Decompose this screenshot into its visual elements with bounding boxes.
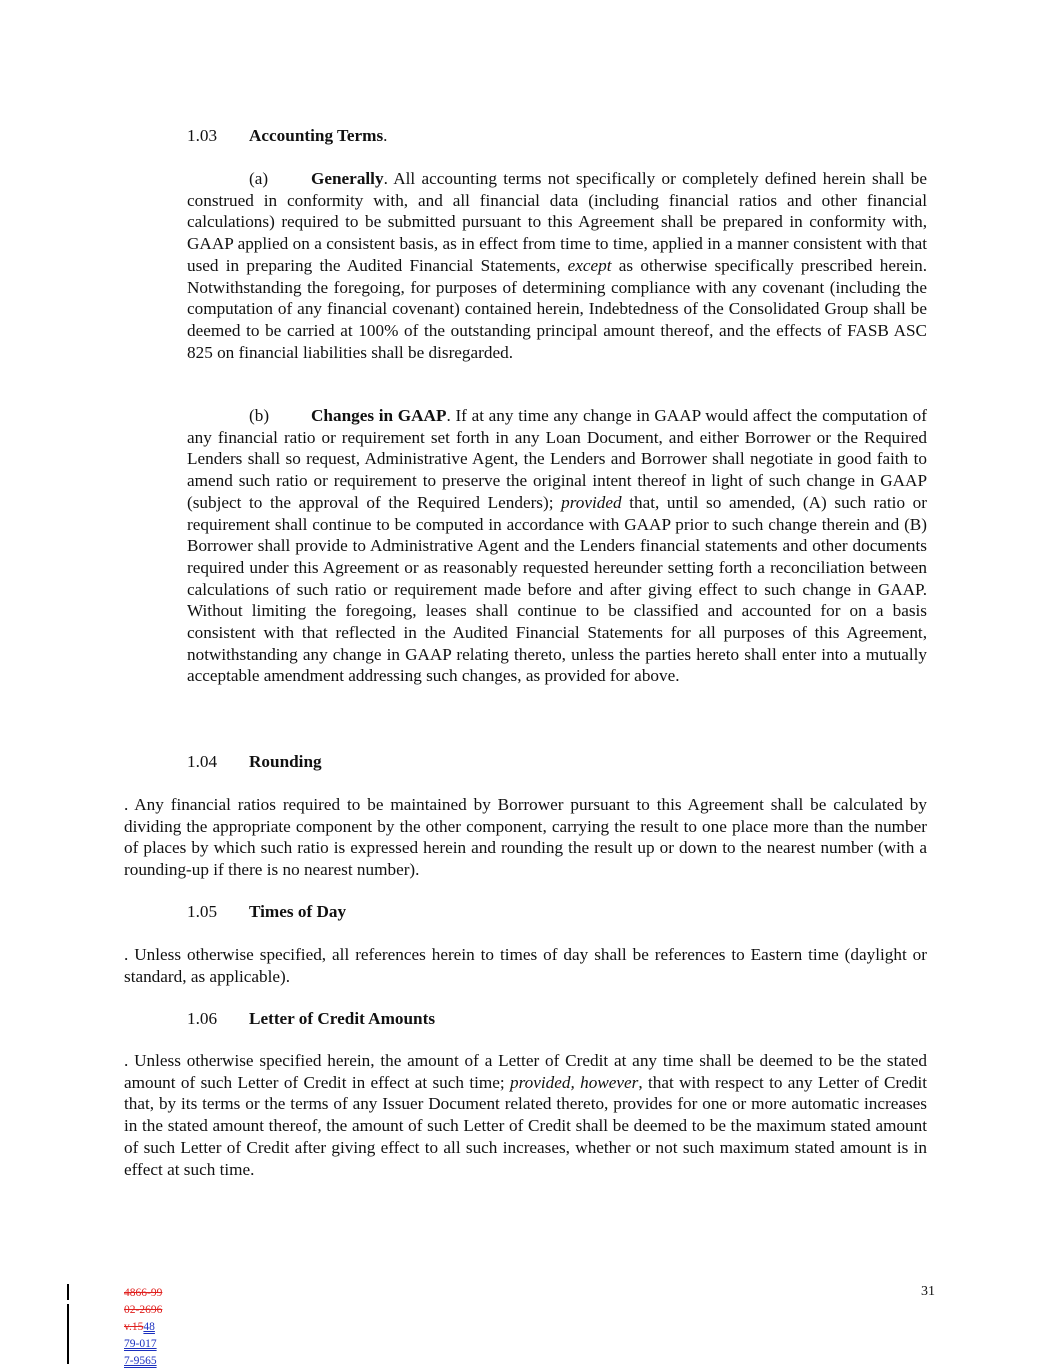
subsection-label: (a) [249,169,269,188]
emphasis-text: provided [561,492,622,512]
inserted-doc-id-line: 79-017 [124,1338,157,1350]
section-number: 1.06 [187,1009,218,1028]
section-1-03-heading [187,125,387,147]
paragraph-text: , that with respect to any Letter of Credit that, by its terms or the terms of any Issuer Document related thereto, provides for one or more automatic increases in the stated amount thereof, the amount of such Letter of Credit shall be deemed to be the maximum stated amount of such Letter of Credit after giving effect to all such increases, whether or not such maximum stated amount is in effect at such time. [124,1072,927,1179]
paragraph-text: . If at any time any change in GAAP would affect the computation of any financial ratio or requirement set forth in any Loan Document, and either Borrower or the Required Lenders shall so request, Administrative Agent, the Lenders and Borrower shall negotiate in good faith to amend such ratio or requirement to preserve the original intent thereof in light of such change in GAAP (subject to the approval of the Required Lenders); [187,406,927,512]
paragraph-1-05 [124,944,927,987]
emphasis-text: except [567,255,612,275]
paragraph-1-03-a [187,168,927,363]
paragraph-1-03-b [187,405,927,687]
section-title: Letter of Credit Amounts [249,1009,436,1028]
deleted-doc-id-line: 02-2696 [124,1304,163,1316]
paragraph-text: that, until so amended, (A) such ratio or requirement shall continue to be computed in accordance with GAAP prior to such change therein and (B) Borrower shall provide to Administrative Agent and the Lenders financial statements and other documents required under this Agreement or as reasonably requested hereunder setting forth a reconciliation between calculations of such ratio or requirement made before and after giving effect to such change in GAAP. Without limiting the foregoing, leases shall continue to be classified and accounted for on a basis consistent with that reflected in the Audited Financial Statements for all purposes of this Agreement, notwithstanding any change in GAAP relating thereto, unless the parties hereto shall enter into a mutually acceptable amendment addressing such changes, as provided for above. [187,492,927,686]
change-bar [67,1304,69,1364]
section-title: Accounting Terms [249,126,384,145]
section-1-06-heading [187,1008,435,1030]
change-bar [67,1284,69,1300]
paragraph-text: . Unless otherwise specified herein, the amount of a Letter of Credit at any time shall be deemed to be the stated amount of such Letter of Credit in effect at such time; [124,1051,927,1092]
subsection-label: (b) [249,406,270,425]
inserted-version: 48 [143,1321,155,1333]
deleted-doc-id-line: 4866-99 [124,1287,163,1299]
mixed-doc-id-line [124,1319,162,1336]
section-number: 1.05 [187,902,218,921]
section-title: Times of Day [249,902,347,921]
paragraph-text: . Any financial ratios required to be maintained by Borrower pursuant to this Agreement shall be calculated by dividing the appropriate component by the other component, carrying the result to one place more than the number of places by which such ratio is expressed herein and rounding the result up or down to the nearest number (with a rounding-up if there is no nearest number). [124,795,927,880]
subsection-heading: Changes in GAAP [311,406,447,425]
section-number: 1.04 [187,752,218,771]
paragraph-1-06 [124,1050,927,1180]
subsection-heading: Generally [311,169,384,188]
section-1-05-heading [187,901,346,923]
title-punctuation: . [383,126,388,145]
inserted-doc-id-line: 7-9565 [124,1355,157,1367]
paragraph-text: as otherwise specifically prescribed herein. Notwithstanding the foregoing, for purposes of determining compliance with any covenant (including the computation of any financial covenant) contained herein, Indebtedness of the Consolidated Group shall be deemed to be carried at 100% of the outstanding principal amount thereof, and the effects of FASB ASC 825 on financial liabilities shall be disregarded. [187,255,927,362]
paragraph-text: . Unless otherwise specified, all references herein to times of day shall be references to Eastern time (daylight or standard, as applicable). [124,945,927,986]
section-title: Rounding [249,752,322,771]
paragraph-1-04 [124,794,927,881]
emphasis-text: provided, however [510,1072,639,1092]
document-id-redline [124,1285,162,1370]
deleted-version: v.15 [124,1321,144,1333]
section-number: 1.03 [187,126,218,145]
page-number: 31 [921,1284,935,1299]
paragraph-text: . All accounting terms not specifically or completely defined herein shall be construed in conformity with, and all financial data (including financial ratios and other financial calculations) required to be submitted pursuant to this Agreement shall be prepared in conformity with, GAAP applied on a consistent basis, as in effect from time to time, applied in a manner consistent with that used in preparing the Audited Financial Statements, [187,169,927,275]
section-1-04-heading [187,751,322,773]
